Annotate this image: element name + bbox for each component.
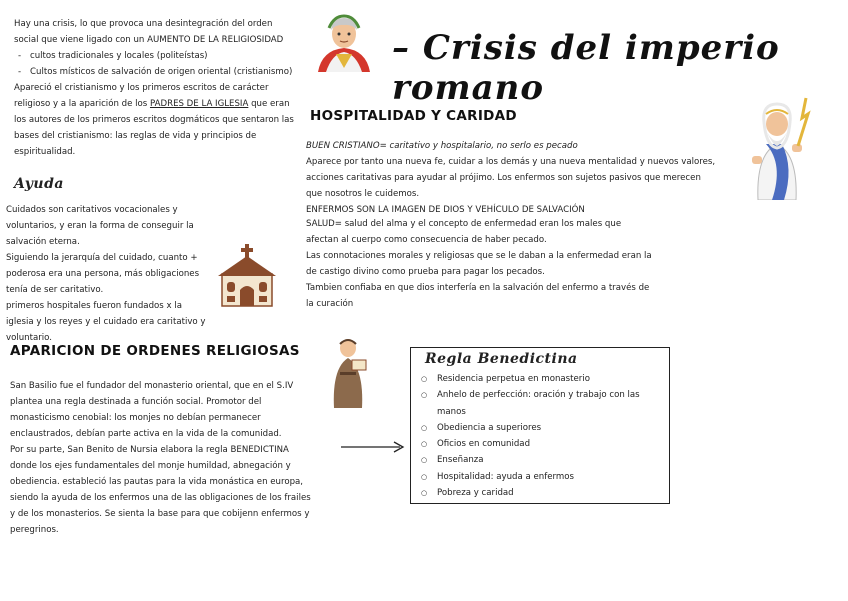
section-heading-hospitalidad: HOSPITALIDAD Y CARIDAD <box>310 108 517 124</box>
section-heading-ordenes: APARICION DE ORDENES RELIGIOSAS <box>10 343 300 359</box>
list-item: ○ Obediencia a superiores <box>437 420 669 436</box>
list-item: ○ Hospitalidad: ayuda a enfermos <box>437 469 669 485</box>
list-item: - cultos tradicionales y locales (politeístas) <box>30 48 298 64</box>
list-item: ○ Enseñanza <box>437 452 669 468</box>
section-heading-ayuda: Ayuda <box>14 176 64 192</box>
list-item: ○ Pobreza y caridad <box>437 485 669 501</box>
church-icon <box>214 244 280 308</box>
ayuda-block <box>6 202 212 346</box>
highlight-text: PADRES DE LA IGLESIA <box>149 99 249 109</box>
paragraph-text: Las connotaciones morales y religiosas que se le daban a la enfermedad eran la de castigo divino como prueba para pagar los pecados. <box>306 251 652 277</box>
list-item: ○ Oficios en comunidad <box>437 436 669 452</box>
arrow-right-icon <box>340 440 406 454</box>
regla-benedictina-box <box>410 347 670 504</box>
intro-block <box>14 16 298 160</box>
emperor-icon <box>312 10 376 72</box>
list-item: ○ Residencia perpetua en monasterio <box>437 371 669 387</box>
regla-list <box>411 371 669 501</box>
zeus-icon <box>738 84 816 200</box>
paragraph-text: Siguiendo la jerarquía del cuidado, cuanto + poderosa era una persona, más obligaciones tenía de ser caritativo. <box>6 253 200 295</box>
intro-line: Hay una crisis, lo que provoca una desintegración del orden social que viene ligado con un AUMENTO DE LA RELIGIOSIDAD <box>14 19 284 45</box>
page-title: – Crisis del imperio romano <box>392 28 780 108</box>
intro-bullets <box>14 48 298 80</box>
paragraph-text: Cuidados son caritativos vocacionales y voluntarios, y eran la forma de conseguir la salvación eterna. <box>6 205 194 247</box>
paragraph-text: Aparece por tanto una nueva fe, cuidar a los demás y una nueva mentalidad y nuevos valores, acciones caritativas para ayudar al prójimo. Los enfermos son sujetos pasivos que merecen que nosotros le cuidemos. <box>306 157 716 199</box>
monk-icon <box>326 332 370 408</box>
paragraph-text: Por su parte, San Benito de Nursia elabora la regla BENEDICTINA donde los ejes fundamentales del monje humildad, abnegación y obediencia. estableció las pautas para la vida monástica en europa, siendo la ayuda de los enfermos una de las obligaciones de los frailes y de los monasterios. Se sienta la base para que cobijenn enfermos y peregrinos. <box>10 445 311 535</box>
paragraph-text: San Basilio fue el fundador del monasterio oriental, que en el S.IV plantea una regla destinada a función social. Promotor del monasticismo cenobial: los monjes no debían permanecer enclaustrados, debían parte activa en la vida de la comunidad. <box>10 381 294 439</box>
paragraph-text: SALUD= salud del alma y el concepto de enfermedad eran los males que afectan al cuerpo como consecuencia de haber pecado. <box>306 219 622 245</box>
intro-paragraph: Apareció el cristianismo y los primeros escritos de carácter religioso y a la aparición de los PADRES DE LA IGLESIA que eran los autores de los primeros escritos dogmáticos que sentaron las bases del cristianismo: las reglas de vida y principios de espiritualidad. <box>14 83 294 157</box>
hospitalidad-block-1 <box>306 138 718 218</box>
list-item: ○ Anhelo de perfección: oración y trabajo con las manos <box>437 387 669 420</box>
box-heading: Regla Benedictina <box>425 351 578 367</box>
list-item: - Cultos místicos de salvación de origen oriental (cristianismo) <box>30 64 298 80</box>
ordenes-block <box>10 378 318 538</box>
hospitalidad-block-2 <box>306 216 654 312</box>
emphasis-text: ENFERMOS SON LA IMAGEN DE DIOS Y VEHÍCULO DE SALVACIÓN <box>306 205 585 215</box>
paragraph-text: Tambien confiaba en que dios interfería en la salvación del enfermo a través de la curación <box>306 283 650 309</box>
definition-text: BUEN CRISTIANO= caritativo y hospitalario, no serlo es pecado <box>306 141 578 151</box>
paragraph-text: primeros hospitales fueron fundados x la iglesia y los reyes y el cuidado era caritativo y voluntario. <box>6 301 206 343</box>
